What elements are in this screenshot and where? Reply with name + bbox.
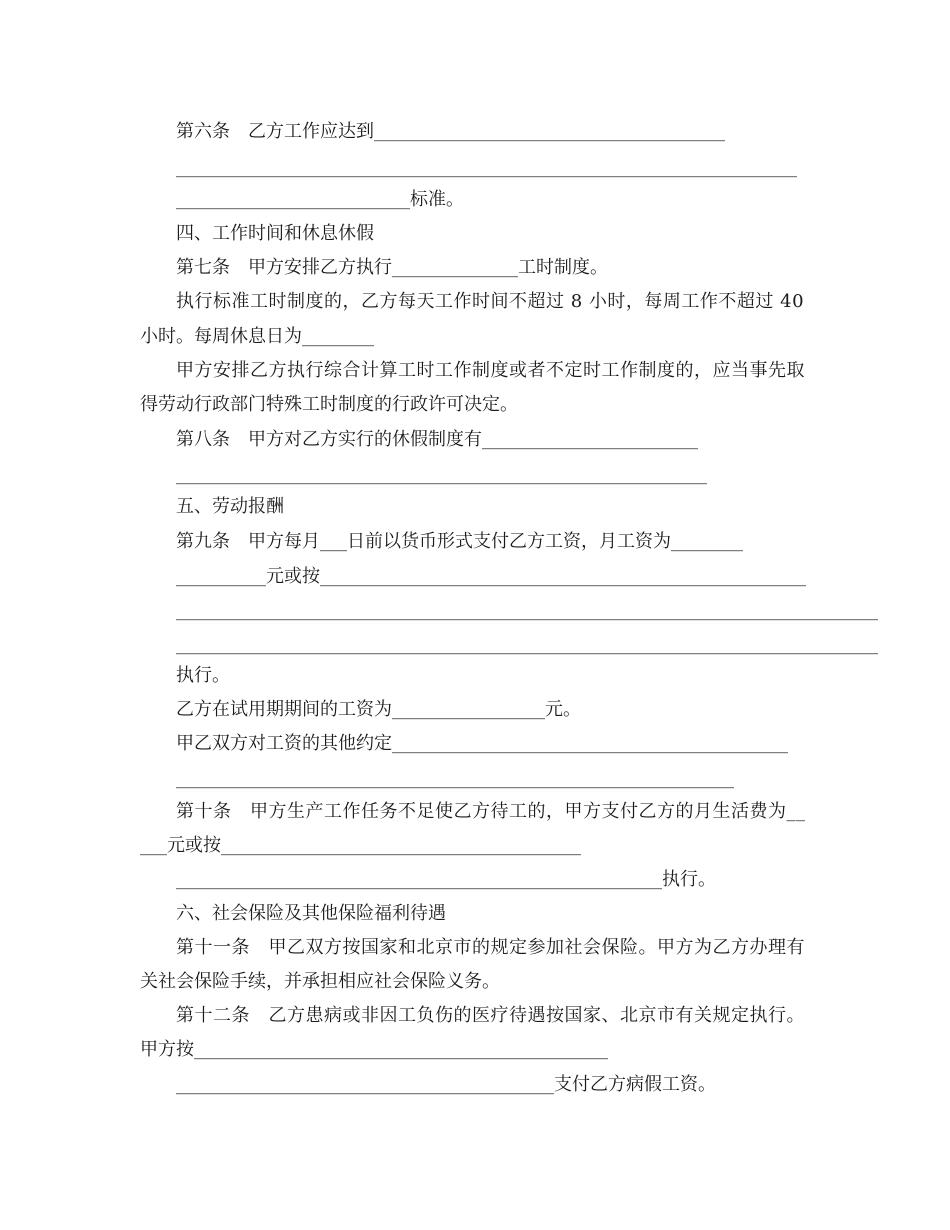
article-7-line-3: 小时。每周休息日为________ bbox=[140, 326, 374, 347]
article-10-line-1: 第十条 甲方生产工作任务不足使乙方待工的，甲方支付乙方的月生活费为__ bbox=[176, 801, 806, 822]
section-5-heading: 五、劳动报酬 bbox=[176, 496, 284, 517]
other-wage-line-1: 甲乙双方对工资的其他约定____________________________________________ bbox=[176, 733, 788, 754]
other-wage-line-2: ______________________________________________________________ bbox=[176, 768, 734, 789]
article-12-line-1: 第十二条 乙方患病或非因工负伤的医疗待遇按国家、北京市有关规定执行。 bbox=[176, 1005, 805, 1026]
article-7-line-1: 第七条 甲方安排乙方执行______________工时制度。 bbox=[176, 257, 608, 278]
section-6-heading: 六、社会保险及其他保险福利待遇 bbox=[176, 903, 446, 924]
article-7-line-5: 得劳动行政部门特殊工时制度的行政许可决定。 bbox=[140, 394, 518, 415]
article-9-line-1: 第九条 甲方每月___日前以货币形式支付乙方工资，月工资为________ bbox=[176, 531, 743, 552]
section-4-heading: 四、工作时间和休息休假 bbox=[176, 223, 374, 244]
article-12-line-2: 甲方按______________________________________________ bbox=[140, 1039, 608, 1060]
article-11-line-1: 第十一条 甲乙双方按国家和北京市的规定参加社会保险。甲方为乙方办理有 bbox=[176, 937, 805, 958]
article-9-line-4: ______________________________________________________________________________ bbox=[176, 634, 878, 655]
article-10-line-3: ______________________________________________________执行。 bbox=[176, 869, 716, 890]
article-9-line-2: __________元或按______________________________________________________ bbox=[176, 566, 806, 587]
article-6-line-1: 第六条 乙方工作应达到_______________________________________ bbox=[176, 121, 725, 142]
article-11-line-2: 关社会保险手续，并承担相应社会保险义务。 bbox=[140, 971, 500, 992]
article-8-line-2: ___________________________________________________________ bbox=[176, 464, 707, 485]
article-10-line-2: ___元或按________________________________________ bbox=[140, 835, 581, 856]
article-9-line-3: ______________________________________________________________________________ bbox=[176, 600, 878, 621]
article-7-line-4: 甲方安排乙方执行综合计算工时工作制度或者不定时工作制度的，应当事先取 bbox=[176, 360, 805, 381]
article-6-line-2: _____________________________________________________________________ bbox=[176, 157, 797, 178]
article-8-line-1: 第八条 甲方对乙方实行的休假制度有________________________ bbox=[176, 429, 698, 450]
article-7-line-2: 执行标准工时制度的，乙方每天工作时间不超过 8 小时，每周工作不超过 40 bbox=[176, 291, 805, 312]
article-9-line-5: 执行。 bbox=[176, 665, 230, 686]
trial-wage-line: 乙方在试用期期间的工资为_________________元。 bbox=[176, 699, 581, 720]
article-6-line-3: __________________________标准。 bbox=[176, 189, 464, 210]
article-12-line-3: __________________________________________支付乙方病假工资。 bbox=[176, 1074, 716, 1095]
